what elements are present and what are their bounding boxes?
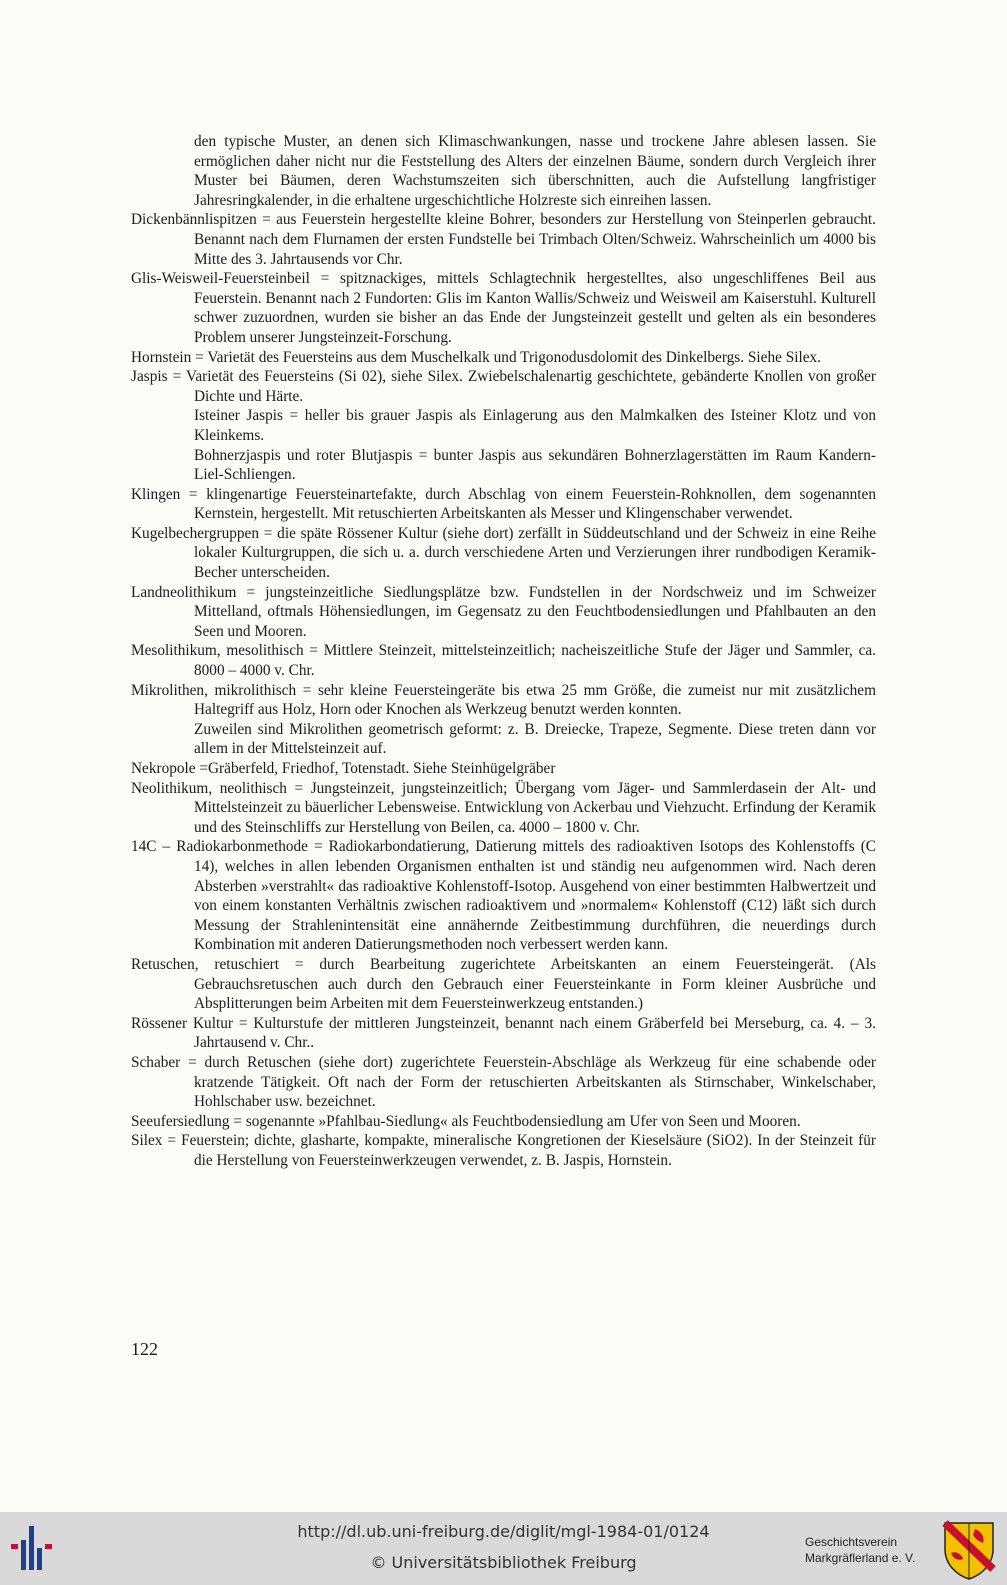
society-name-line2: Markgräflerland e. V. xyxy=(805,1551,916,1565)
glossary-entry-mikrolithen: Mikrolithen, mikrolithisch = sehr kleine Feuersteingeräte bis etwa 25 mm Größe, die zumeist nur mit zusätzlichem Haltegriff aus Holz, Horn oder Knochen als Werkzeug benutzt werden konnten. xyxy=(131,681,876,719)
glossary-entry-schaber: Schaber = durch Retuschen (siehe dort) zugerichtete Feuerstein-Abschläge als Werkzeug für eine schabende oder kratzende Tätigkeit. Oft nach der Form der retuschierten Arbeitskanten als Stirnschaber, Winkelschaber, Hohlschaber usw. bezeichnet. xyxy=(131,1053,876,1111)
glossary-entry-neolithikum: Neolithikum, neolithisch = Jungsteinzeit, jungsteinzeitlich; Übergang vom Jäger- und Sammlerdasein der Alt- und Mittelsteinzeit zu bäuerlicher Lebensweise. Entwicklung von Ackerbau und Viehzucht. Erfindung der Keramik und des Steinschliffs zur Herstellung von Beilen, ca. 4000 – 1800 v. Chr. xyxy=(131,779,876,836)
heraldic-crest-icon xyxy=(941,1519,997,1581)
glossary-entry-continuation: den typische Muster, an denen sich Klimaschwankungen, nasse und trockene Jahre ablesen lassen. Sie ermöglichen daher nicht nur die Feststellung des Alters der einzelnen Bäume, sondern durch Vergleich ihrer Muster bei Bäumen, deren Wachstumszeiten sich überschnitten, auch die Aufstellung langfristiger Jahresringkalender, in die erhaltene urgeschichtliche Holzreste sich einreihen lassen. xyxy=(194,133,876,209)
glossary-entry-retuschen: Retuschen, retuschiert = durch Bearbeitung zugerichtete Arbeitskanten an einem Feuersteingerät. (Als Gebrauchsretuschen auch durch den Gebrauch einer Feuersteinkante in Form kleiner Ausbrüche und Absplitterungen beim Arbeiten mit dem Feuersteinwerkzeug entstanden.) xyxy=(131,955,876,1013)
viewer-footer xyxy=(0,1512,1007,1585)
glossary-subentry-isteiner-jaspis: Isteiner Jaspis = heller bis grauer Jaspis als Einlagerung aus den Malmkalken des Isteiner Klotz und von Kleinkems. xyxy=(194,407,876,444)
society-name xyxy=(805,1534,935,1566)
glossary-entry-mesolithikum: Mesolithikum, mesolithisch = Mittlere Steinzeit, mittelsteinzeitlich; nacheiszeitliche Stufe der Jäger und Sammler, ca. 8000 – 4000 v. Chr. xyxy=(131,642,876,680)
footer-url-link[interactable]: http://dl.ub.uni-freiburg.de/diglit/mgl-1984-01/0124 xyxy=(297,1522,710,1541)
page-number: 122 xyxy=(131,1339,158,1359)
glossary-entry-hornstein: Hornstein = Varietät des Feuersteins aus dem Muschelkalk und Trigonodusdolomit des Dinkelbergs. Siehe Silex. xyxy=(131,348,821,366)
glossary-entry-silex: Silex = Feuerstein; dichte, glasharte, kompakte, mineralische Kongretionen der Kieselsäure (SiO2). In der Steinzeit für die Herstellung von Feuersteinwerkzeugen verwendet, z. B. Jaspis, Hornstein. xyxy=(131,1132,876,1169)
glossary-subentry-mikrolithen: Zuweilen sind Mikrolithen geometrisch geformt: z. B. Dreiecke, Trapeze, Segmente. Diese treten dann vor allem in der Mittelsteinzeit auf. xyxy=(194,720,876,758)
glossary-entry-jaspis: Jaspis = Varietät des Feuersteins (Si 02), siehe Silex. Zwiebelschalenartig geschichtete, gebänderte Knollen von großer Dichte und Härte. xyxy=(131,368,876,405)
glossary-entry-landneolithikum: Landneolithikum = jungsteinzeitliche Siedlungsplätze bzw. Fundstellen in der Nordschweiz und im Schweizer Mittelland, oftmals Höhensiedlungen, im Gegensatz zu den Feuchtbodensiedlungen und Pfahlbauten an den Seen und Mooren. xyxy=(131,583,876,640)
glossary-entry-roessener-kultur: Rössener Kultur = Kulturstufe der mittleren Jungsteinzeit, benannt nach einem Gräberfeld bei Merseburg, ca. 4. – 3. Jahrtausend v. Chr.. xyxy=(131,1014,876,1052)
society-name-line1: Geschichtsverein xyxy=(805,1535,898,1549)
glossary-entry-glis-weisweil: Glis-Weisweil-Feuersteinbeil = spitznackiges, mittels Schlagtechnik hergestelltes, also ungeschliffenes Beil aus Feuerstein. Benannt nach 2 Fundorten: Glis im Kanton Wallis/Schweiz und Weisweil am Kaiserstuhl. Kulturell schwer zuzuordnen, wurden sie bisher an das Ende der Jungsteinzeit gestellt und gelten als ein besonderes Problem unserer Jungsteinzeit-Forschung. xyxy=(131,270,876,346)
glossary-entry-nekropole: Nekropole =Gräberfeld, Friedhof, Totenstadt. Siehe Steinhügelgräber xyxy=(131,760,556,777)
footer-copyright: © Universitätsbibliothek Freiburg xyxy=(370,1553,637,1572)
glossary-entry-radiokarbon: 14C – Radiokarbonmethode = Radiokarbondatierung, Datierung mittels des radioaktiven Isotops des Kohlenstoffs (C 14), welches in allen lebenden Organismen enthalten ist und ständig neu aufgenommen wird. Nach deren Absterben »verstrahlt« das radioaktive Kohlenstoff-Isotop. Ausgehend von einer bestimmten Halbwertzeit und von einem konstanten Verhältnis zwischen radioaktivem und »normalem« Kohlenstoff (C12) läßt sich durch Messung der Strahlenintensität eine annähernde Zeitbestimmung durchführen, die neuerdings durch Kombination mit anderen Datierungsmethoden noch verbessert werden kann. xyxy=(131,838,876,954)
glossary-entry-dickenbaennlispitzen: Dickenbännlispitzen = aus Feuerstein hergestellte kleine Bohrer, besonders zur Herstellung von Steinperlen gebraucht. Benannt nach dem Flurnamen der ersten Fundstelle bei Trimbach Olten/Schweiz. Wahrscheinlich um 4000 bis Mitte des 3. Jahrtausends vor Chr. xyxy=(131,211,876,268)
glossary-subentry-bohnerzjaspis: Bohnerzjaspis und roter Blutjaspis = bunter Jaspis aus sekundären Bohnerzlagerstätten im Raum Kandern-Liel-Schliengen. xyxy=(194,446,876,484)
glossary-entry-kugelbechergruppen: Kugelbechergruppen = die späte Rössener Kultur (siehe dort) zerfällt in Süddeutschland und der Schweiz in eine Reihe lokaler Kulturgruppen, die sich u. a. durch verschiedene Arten und Verzierungen ihrer rundbodigen Keramik-Becher unterscheiden. xyxy=(131,524,876,582)
glossary-entry-klingen: Klingen = klingenartige Feuersteinartefakte, durch Abschlag von einem Feuerstein-Rohknollen, dem sogenannten Kernstein, hergestellt. Mit retuschierten Arbeitskanten als Messer und Klingenschaber verwendet. xyxy=(131,485,876,523)
glossary-entry-seeufersiedlung: Seeufersiedlung = sogenannte »Pfahlbau-Siedlung« als Feuchtbodensiedlung am Ufer von Seen und Mooren. xyxy=(131,1112,801,1130)
glossary-text xyxy=(131,132,876,1170)
